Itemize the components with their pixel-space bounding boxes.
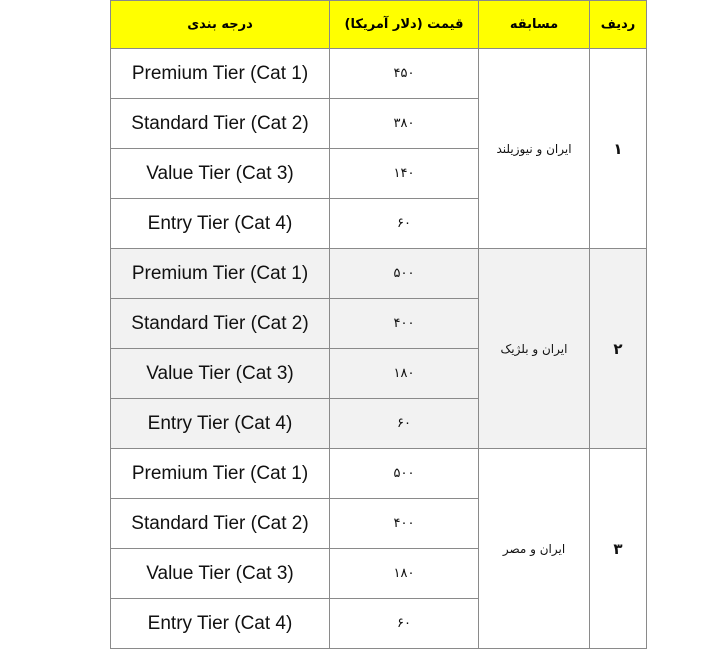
- header-row-number: ردیف: [590, 1, 647, 49]
- table-header: [111, 1, 647, 49]
- row-number-cell: ۳: [590, 449, 647, 649]
- price-cell: ۱۴۰: [330, 149, 479, 199]
- price-cell: ۴۰۰: [330, 299, 479, 349]
- tier-cell: Standard Tier (Cat 2): [111, 299, 330, 349]
- tier-cell: Entry Tier (Cat 4): [111, 399, 330, 449]
- table-row: [111, 249, 647, 299]
- tier-cell: Value Tier (Cat 3): [111, 349, 330, 399]
- match-cell: ایران و بلژیک: [479, 249, 590, 449]
- header-price: قیمت (دلار آمریکا): [330, 1, 479, 49]
- tier-cell: Entry Tier (Cat 4): [111, 599, 330, 649]
- header-tier: درجه بندی: [111, 1, 330, 49]
- table-row: [111, 49, 647, 99]
- price-cell: ۶۰: [330, 399, 479, 449]
- match-group-3: [111, 449, 647, 649]
- price-cell: ۴۵۰: [330, 49, 479, 99]
- match-group-2: [111, 249, 647, 449]
- price-cell: ۴۰۰: [330, 499, 479, 549]
- match-cell: ایران و مصر: [479, 449, 590, 649]
- tier-cell: Standard Tier (Cat 2): [111, 99, 330, 149]
- tier-cell: Entry Tier (Cat 4): [111, 199, 330, 249]
- table-row: [111, 449, 647, 499]
- tier-cell: Premium Tier (Cat 1): [111, 449, 330, 499]
- price-cell: ۵۰۰: [330, 449, 479, 499]
- row-number-cell: ۲: [590, 249, 647, 449]
- tier-cell: Standard Tier (Cat 2): [111, 499, 330, 549]
- tier-cell: Value Tier (Cat 3): [111, 549, 330, 599]
- price-cell: ۶۰: [330, 599, 479, 649]
- price-cell: ۱۸۰: [330, 349, 479, 399]
- header-row: [111, 1, 647, 49]
- match-cell: ایران و نیوزیلند: [479, 49, 590, 249]
- row-number-cell: ۱: [590, 49, 647, 249]
- price-cell: ۶۰: [330, 199, 479, 249]
- tier-cell: Premium Tier (Cat 1): [111, 249, 330, 299]
- match-group-1: [111, 49, 647, 249]
- price-cell: ۱۸۰: [330, 549, 479, 599]
- tier-cell: Premium Tier (Cat 1): [111, 49, 330, 99]
- tier-cell: Value Tier (Cat 3): [111, 149, 330, 199]
- header-match: مسابقه: [479, 1, 590, 49]
- price-cell: ۳۸۰: [330, 99, 479, 149]
- price-cell: ۵۰۰: [330, 249, 479, 299]
- ticket-price-table: [110, 0, 647, 649]
